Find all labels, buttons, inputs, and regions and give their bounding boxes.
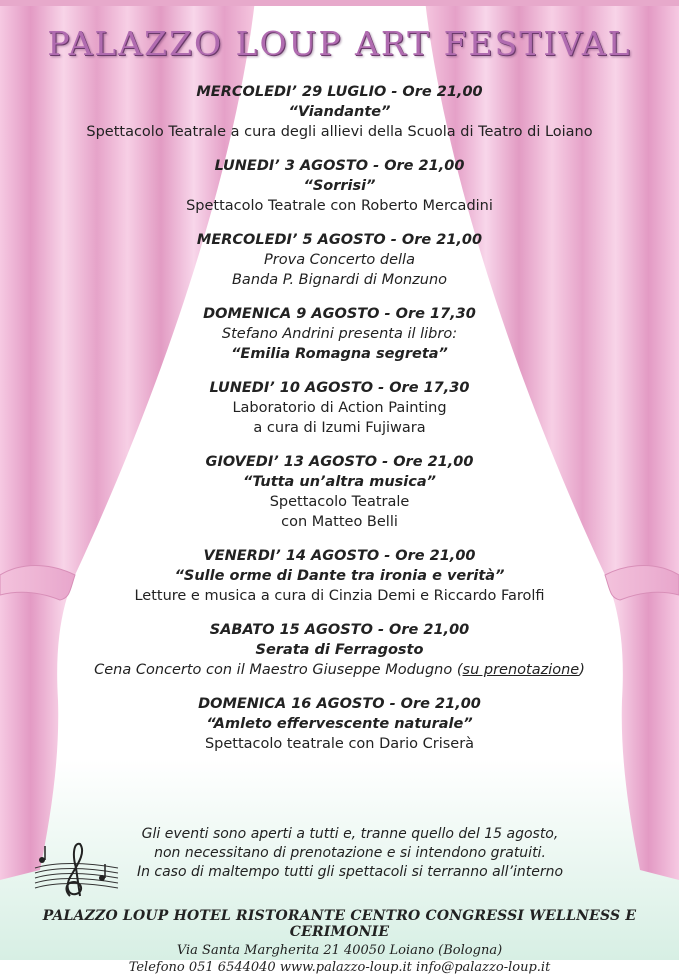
event-item	[0, 378, 679, 438]
event-item	[0, 156, 679, 216]
event-description-tail: )	[579, 662, 585, 678]
event-date: LUNEDI’ 10 AGOSTO - Ore 17,30	[209, 380, 470, 396]
event-date: DOMENICA 9 AGOSTO - Ore 17,30	[203, 306, 476, 322]
event-description	[0, 660, 679, 680]
event-description: Laboratorio di Action Painting	[232, 400, 447, 416]
note-line: Gli eventi sono aperti a tutti e, tranne quello del 15 agosto,	[141, 826, 559, 842]
event-description: Spettacolo Teatrale	[269, 494, 410, 510]
venue-contacts: Telefono 051 6544040 www.palazzo-loup.it info@palazzo-loup.it	[128, 960, 551, 975]
event-description: Spettacolo teatrale con Dario Criserà	[204, 736, 475, 752]
venue-address: Via Santa Margherita 21 40050 Loiano (Bologna)	[176, 943, 503, 958]
event-title: “Emilia Romagna segreta”	[231, 346, 448, 362]
event-date: SABATO 15 AGOSTO - Ore 21,00	[209, 622, 470, 638]
event-item	[0, 546, 679, 606]
event-title: “Sorrisi”	[303, 178, 376, 194]
event-date: LUNEDI’ 3 AGOSTO - Ore 21,00	[214, 158, 465, 174]
event-description: Spettacolo Teatrale con Roberto Mercadini	[186, 198, 493, 214]
event-description-main: Cena Concerto con il Maestro Giuseppe Modugno (	[94, 662, 463, 678]
event-list	[0, 82, 679, 768]
event-description: Banda P. Bignardi di Monzuno	[231, 272, 448, 288]
event-title: “Amleto effervescente naturale”	[206, 716, 473, 732]
event-item	[0, 620, 679, 680]
venue-name: PALAZZO LOUP HOTEL RISTORANTE CENTRO CONGRESSI WELLNESS E CERIMONIE	[42, 908, 637, 940]
note-line: In caso di maltempo tutti gli spettacoli si terranno all’interno	[136, 864, 564, 880]
event-date: GIOVEDI’ 13 AGOSTO - Ore 21,00	[205, 454, 474, 470]
event-description: con Matteo Belli	[281, 514, 398, 530]
event-date: MERCOLEDI’ 29 LUGLIO - Ore 21,00	[196, 84, 483, 100]
event-item	[0, 304, 679, 364]
event-date: MERCOLEDI’ 5 AGOSTO - Ore 21,00	[196, 232, 483, 248]
event-title: “Tutta un’altra musica”	[243, 474, 436, 490]
festival-title: PALAZZO LOUP ART FESTIVAL	[47, 24, 632, 63]
event-description: Spettacolo Teatrale a cura degli allievi della Scuola di Teatro di Loiano	[86, 124, 593, 140]
event-title: “Sulle orme di Dante tra ironia e verità”	[174, 568, 505, 584]
event-date: DOMENICA 16 AGOSTO - Ore 21,00	[198, 696, 481, 712]
event-item	[0, 230, 679, 290]
reservation-note: su prenotazione	[462, 662, 580, 678]
event-date: VENERDI’ 14 AGOSTO - Ore 21,00	[203, 548, 476, 564]
event-description: Letture e musica a cura di Cinzia Demi e Riccardo Farolfi	[134, 588, 545, 604]
event-item	[0, 82, 679, 142]
general-notes	[100, 825, 600, 882]
note-line: non necessitano di prenotazione e si intendono gratuiti.	[154, 845, 546, 861]
event-description: Prova Concerto della	[264, 252, 415, 268]
venue-footer	[0, 908, 679, 975]
event-title: “Viandante”	[288, 104, 391, 120]
event-title: Serata di Ferragosto	[255, 642, 424, 658]
event-description: Stefano Andrini presenta il libro:	[221, 326, 458, 342]
event-description: a cura di Izumi Fujiwara	[253, 420, 426, 436]
event-item	[0, 452, 679, 532]
event-item	[0, 694, 679, 754]
